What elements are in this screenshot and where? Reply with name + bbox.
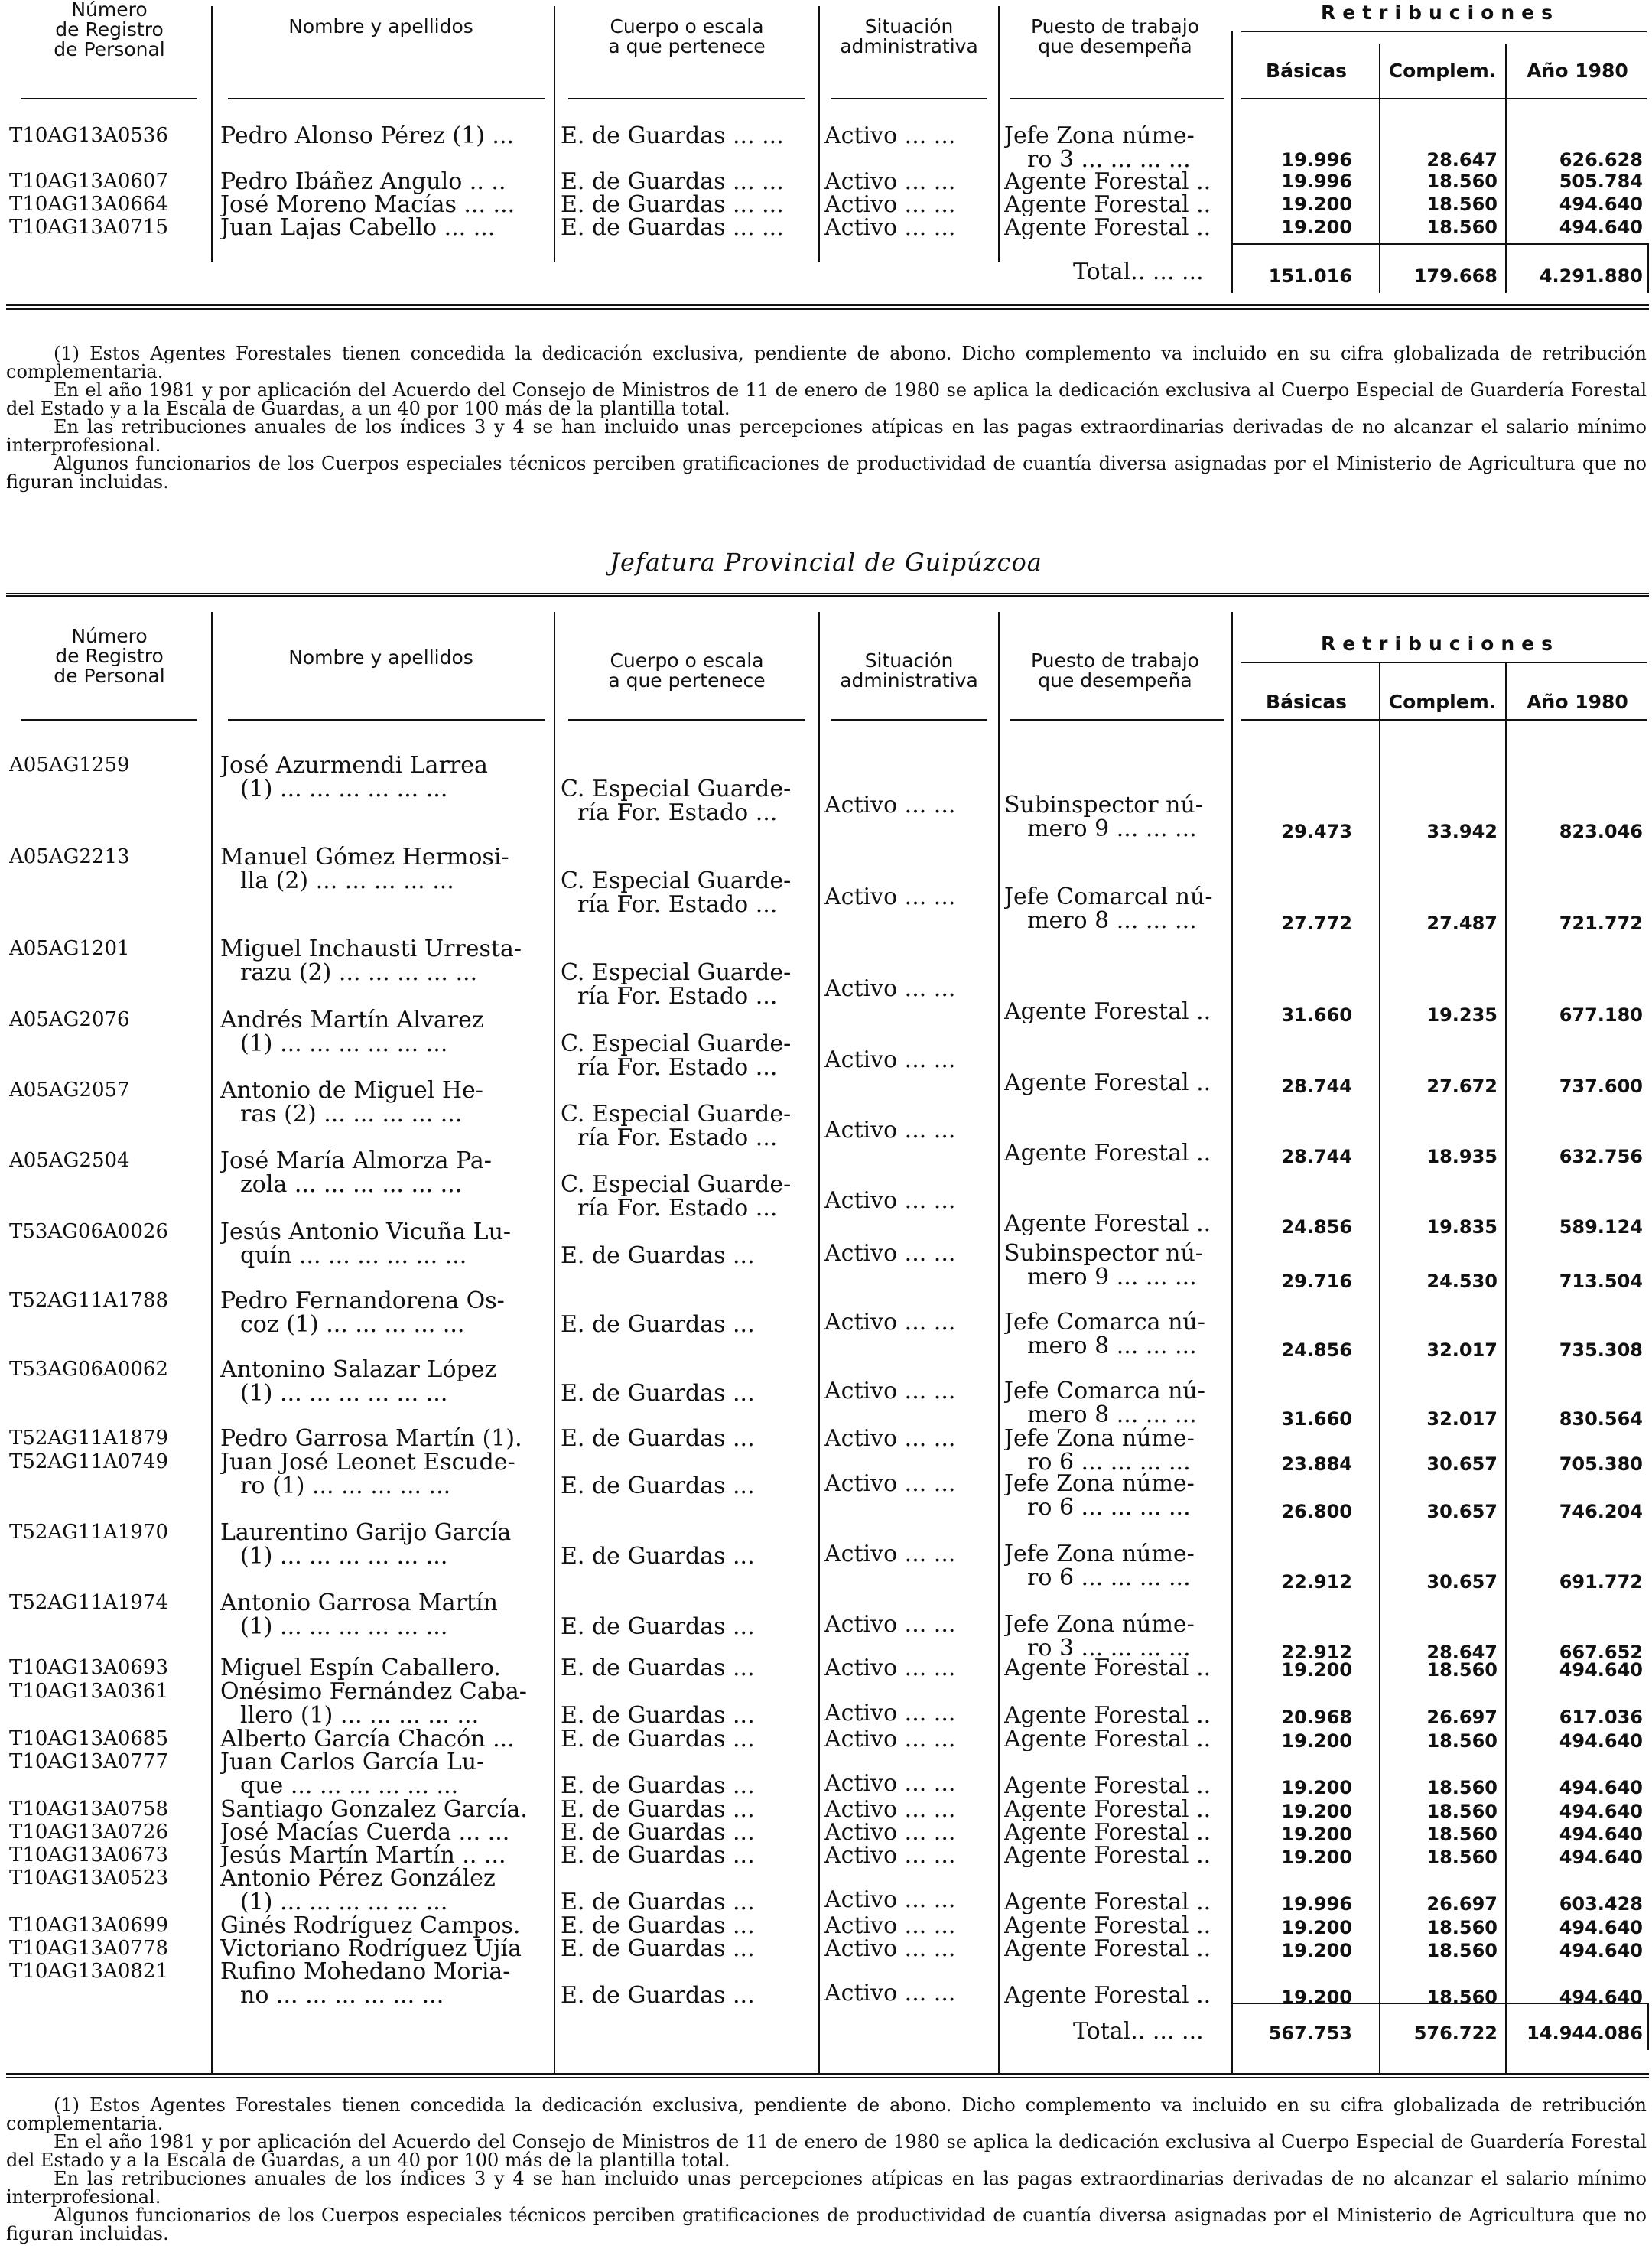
registro-number: T10AG13A0361 (9, 1680, 168, 1703)
complem-value: 33.942 (1426, 821, 1498, 842)
table-1 (6, 0, 1649, 321)
total-complem-2: 576.722 (1413, 2023, 1498, 2044)
ano-value: 494.640 (1559, 1777, 1643, 1798)
header-ano: Año 1980 (1527, 60, 1628, 82)
basicas-value: 19.996 (1281, 1893, 1352, 1915)
registro-number: T52AG11A1788 (9, 1289, 168, 1312)
basicas-value: 27.772 (1281, 913, 1352, 934)
cuerpo-escala: E. de Guardas ... (561, 1313, 755, 1336)
registro-number: A05AG2504 (9, 1149, 130, 1172)
situacion: Activo ... ... (824, 1914, 956, 1938)
note-2-1: (1) Estos Agentes Forestales tienen concedida la dedicación exclusiva, pendiente de abono. Dicho complemento va incluido en su cifra globalizada de retribución complementaria. (6, 2094, 1647, 2134)
registro-number: T10AG13A0523 (9, 1866, 168, 1889)
header-nombre: Nombre y apellidos (288, 15, 473, 37)
employee-name: Miguel Espín Caballero. (220, 1656, 501, 1680)
complem-value: 18.560 (1426, 1777, 1498, 1798)
ano-value: 494.640 (1559, 216, 1643, 238)
puesto-trabajo: Subinspector nú- mero 9 ... ... ... (1004, 1242, 1203, 1289)
ano-value: 494.640 (1559, 1987, 1643, 2008)
basicas-value: 19.200 (1281, 1801, 1352, 1822)
cuerpo-escala: C. Especial Guarde- ría For. Estado ... (561, 869, 792, 916)
employee-name: Antonio Pérez González (1) ... ... ... ... ... ... (220, 1866, 496, 1914)
complem-value: 32.017 (1426, 1339, 1498, 1361)
ano-value: 737.600 (1559, 1076, 1643, 1097)
total-label-2: Total.. ... ... (1073, 2018, 1204, 2045)
complem-value: 30.657 (1426, 1501, 1498, 1522)
basicas-value: 19.200 (1281, 1777, 1352, 1798)
cuerpo-escala: E. de Guardas ... (561, 1937, 755, 1961)
cuerpo-escala: E. de Guardas ... (561, 1890, 755, 1914)
cuerpo-escala: E. de Guardas ... ... (561, 170, 784, 194)
ano-value: 494.640 (1559, 1917, 1643, 1938)
basicas-value: 19.996 (1281, 149, 1352, 171)
header-registro-2: Número de Registro de Personal (54, 625, 165, 687)
header-nombre-2: Nombre y apellidos (288, 646, 473, 669)
situacion: Activo ... ... (824, 1937, 956, 1961)
basicas-value: 31.660 (1281, 1004, 1352, 1026)
situacion: Activo ... ... (824, 1727, 956, 1751)
complem-value: 18.560 (1426, 1801, 1498, 1822)
header-situacion: Situación administrativa (840, 15, 978, 57)
notes-2 (6, 2096, 1647, 2243)
situacion: Activo ... ... (824, 885, 956, 909)
basicas-value: 31.660 (1281, 1408, 1352, 1430)
basicas-value: 29.716 (1281, 1271, 1352, 1292)
employee-name: José María Almorza Pa- zola ... ... ... ... ... ... (220, 1149, 492, 1196)
cuerpo-escala: E. de Guardas ... ... (561, 216, 784, 239)
ano-value: 494.640 (1559, 1659, 1643, 1681)
employee-name: Pedro Garrosa Martín (1). (220, 1427, 522, 1450)
note-2-2: En el año 1981 y por aplicación del Acuerdo del Consejo de Ministros de 11 de enero de 1980 se aplica la dedicación exclusiva al Cuerpo Especial de Guardería Forestal del Estado y a la Escala de Guardas, a un 40 por 100 más de la plantilla total. (6, 2131, 1647, 2171)
employee-name: José Macías Cuerda ... ... (220, 1821, 510, 1844)
basicas-value: 28.744 (1281, 1146, 1352, 1167)
note-1-1: (1) Estos Agentes Forestales tienen concedida la dedicación exclusiva, pendiente de abono. Dicho complemento va incluido en su cifra globalizada de retribución complementaria. (6, 343, 1647, 382)
total-ano-1: 4.291.880 (1539, 265, 1643, 287)
cuerpo-escala: E. de Guardas ... (561, 1727, 755, 1751)
ano-value: 632.756 (1559, 1146, 1643, 1167)
complem-value: 18.560 (1426, 1987, 1498, 2008)
employee-name: Antonio Garrosa Martín (1) ... ... ... ... ... ... (220, 1591, 498, 1639)
situacion: Activo ... ... (824, 1888, 956, 1912)
employee-name: Pedro Ibáñez Angulo .. .. (220, 170, 506, 194)
ano-value: 677.180 (1559, 1004, 1643, 1026)
puesto-trabajo: Agente Forestal .. (1004, 1071, 1211, 1095)
ano-value: 735.308 (1559, 1339, 1643, 1361)
registro-number: T10AG13A0536 (9, 124, 168, 147)
ano-value: 494.640 (1559, 1940, 1643, 1961)
ano-value: 494.640 (1559, 1847, 1643, 1868)
complem-value: 19.235 (1426, 1004, 1498, 1026)
header-puesto: Puesto de trabajo que desempeña (1031, 15, 1199, 57)
cuerpo-escala: C. Especial Guarde- ría For. Estado ... (561, 777, 792, 825)
basicas-value: 19.200 (1281, 1824, 1352, 1845)
header-complem-2: Complem. (1388, 691, 1497, 713)
registro-number: A05AG2076 (9, 1008, 130, 1031)
employee-name: Antonino Salazar López (1) ... ... ... ... ... ... (220, 1358, 497, 1405)
cuerpo-escala: E. de Guardas ... (561, 1844, 755, 1867)
puesto-trabajo: Jefe Comarca nú- mero 8 ... ... ... (1004, 1310, 1205, 1358)
cuerpo-escala: E. de Guardas ... (561, 1914, 755, 1938)
situacion: Activo ... ... (824, 1242, 956, 1265)
employee-name: José Azurmendi Larrea (1) ... ... ... ... ... ... (220, 753, 488, 801)
basicas-value: 19.200 (1281, 1987, 1352, 2008)
ano-value: 691.772 (1559, 1571, 1643, 1593)
puesto-trabajo: Agente Forestal .. (1004, 1141, 1211, 1165)
complem-value: 32.017 (1426, 1408, 1498, 1430)
puesto-trabajo: Agente Forestal .. (1004, 1656, 1211, 1680)
cuerpo-escala: E. de Guardas ... (561, 1427, 755, 1450)
complem-value: 18.560 (1426, 1730, 1498, 1752)
employee-name: Andrés Martín Alvarez (1) ... ... ... ... ... ... (220, 1008, 484, 1056)
cuerpo-escala: E. de Guardas ... (561, 1615, 755, 1639)
basicas-value: 19.200 (1281, 194, 1352, 215)
registro-number: T10AG13A0726 (9, 1821, 168, 1844)
complem-value: 19.835 (1426, 1216, 1498, 1238)
ano-value: 494.640 (1559, 1730, 1643, 1752)
cuerpo-escala: E. de Guardas ... (561, 1381, 755, 1405)
situacion: Activo ... ... (824, 1844, 956, 1867)
ano-value: 494.640 (1559, 1824, 1643, 1845)
puesto-trabajo: Jefe Comarcal nú- mero 8 ... ... ... (1004, 885, 1213, 932)
basicas-value: 19.200 (1281, 1730, 1352, 1752)
total-ano-2: 14.944.086 (1527, 2023, 1643, 2044)
registro-number: T52AG11A1879 (9, 1427, 168, 1450)
puesto-trabajo: Jefe Zona núme- ro 6 ... ... ... ... (1004, 1542, 1195, 1590)
basicas-value: 23.884 (1281, 1453, 1352, 1475)
registro-number: T10AG13A0778 (9, 1937, 168, 1960)
note-2-4: Algunos funcionarios de los Cuerpos especiales técnicos perciben gratificaciones de productividad de cuantía diversa asignadas por el Ministerio de Agricultura que no figuran incluidas. (6, 2205, 1647, 2244)
header-basicas-2: Básicas (1266, 691, 1347, 713)
basicas-value: 24.856 (1281, 1339, 1352, 1361)
note-1-3: En las retribuciones anuales de los índices 3 y 4 se han incluido unas percepciones atípicas en las pagas extraordinarias derivadas de no alcanzar el salario mínimo interprofesional. (6, 416, 1647, 456)
registro-number: T10AG13A0777 (9, 1750, 168, 1773)
ano-value: 617.036 (1559, 1707, 1643, 1728)
cuerpo-escala: E. de Guardas ... (561, 1984, 755, 2007)
section-title: Jefatura Provincial de Guipúzcoa (610, 548, 1042, 577)
basicas-value: 19.996 (1281, 171, 1352, 192)
header-ano-2: Año 1980 (1527, 691, 1628, 713)
registro-number: A05AG2057 (9, 1079, 130, 1102)
ano-value: 505.784 (1559, 171, 1643, 192)
situacion: Activo ... ... (824, 1613, 956, 1636)
employee-name: José Moreno Macías ... ... (220, 193, 515, 216)
basicas-value: 29.473 (1281, 821, 1352, 842)
total-complem-1: 179.668 (1413, 265, 1498, 287)
registro-number: T10AG13A0685 (9, 1727, 168, 1750)
registro-number: T10AG13A0758 (9, 1798, 168, 1821)
situacion: Activo ... ... (824, 1379, 956, 1403)
complem-value: 18.560 (1426, 1824, 1498, 1845)
complem-value: 18.560 (1426, 1847, 1498, 1868)
header-cuerpo: Cuerpo o escala a que pertenece (608, 15, 766, 57)
header-registro: Número de Registro de Personal (54, 0, 165, 60)
cuerpo-escala: E. de Guardas ... (561, 1798, 755, 1821)
employee-name: Antonio de Miguel He- ras (2) ... ... ... ... ... (220, 1079, 483, 1126)
situacion: Activo ... ... (824, 977, 956, 1001)
total-basicas-2: 567.753 (1268, 2023, 1352, 2044)
registro-number: T52AG11A0749 (9, 1450, 168, 1473)
complem-value: 24.530 (1426, 1271, 1498, 1292)
header-retribuciones: Retribuciones (1321, 2, 1559, 24)
puesto-trabajo: Agente Forestal .. (1004, 1774, 1211, 1798)
puesto-trabajo: Agente Forestal .. (1004, 216, 1211, 239)
employee-name: Pedro Alonso Pérez (1) ... (220, 124, 515, 148)
ano-value: 494.640 (1559, 1801, 1643, 1822)
cuerpo-escala: E. de Guardas ... ... (561, 124, 784, 148)
employee-name: Juan Carlos García Lu- que ... ... ... ... ... ... (220, 1750, 485, 1798)
situacion: Activo ... ... (824, 170, 956, 194)
registro-number: A05AG1259 (9, 753, 130, 776)
ano-value: 830.564 (1559, 1408, 1643, 1430)
basicas-value: 19.200 (1281, 1659, 1352, 1681)
basicas-value: 19.200 (1281, 1940, 1352, 1961)
situacion: Activo ... ... (824, 793, 956, 817)
puesto-trabajo: Agente Forestal .. (1004, 1704, 1211, 1727)
ano-value: 626.628 (1559, 149, 1643, 171)
employee-name: Ginés Rodríguez Campos. (220, 1914, 521, 1938)
employee-name: Alberto García Chacón ... (220, 1727, 515, 1751)
basicas-value: 19.200 (1281, 1917, 1352, 1938)
puesto-trabajo: Agente Forestal .. (1004, 1798, 1211, 1821)
situacion: Activo ... ... (824, 1310, 956, 1334)
complem-value: 18.560 (1426, 1917, 1498, 1938)
cuerpo-escala: E. de Guardas ... (561, 1474, 755, 1498)
ano-value: 667.652 (1559, 1642, 1643, 1663)
registro-number: T10AG13A0693 (9, 1656, 168, 1679)
complem-value: 30.657 (1426, 1571, 1498, 1593)
basicas-value: 22.912 (1281, 1642, 1352, 1663)
ano-value: 603.428 (1559, 1893, 1643, 1915)
puesto-trabajo: Agente Forestal .. (1004, 1984, 1211, 2007)
header-basicas: Básicas (1266, 60, 1347, 82)
situacion: Activo ... ... (824, 1821, 956, 1844)
puesto-trabajo: Subinspector nú- mero 9 ... ... ... (1004, 793, 1203, 841)
cuerpo-escala: E. de Guardas ... ... (561, 193, 784, 216)
puesto-trabajo: Agente Forestal .. (1004, 1727, 1211, 1751)
ano-value: 721.772 (1559, 913, 1643, 934)
employee-name: Rufino Mohedano Moria- no ... ... ... ... ... ... (220, 1960, 511, 2007)
basicas-value: 19.200 (1281, 216, 1352, 238)
cuerpo-escala: E. de Guardas ... (561, 1821, 755, 1844)
situacion: Activo ... ... (824, 1981, 956, 2005)
situacion: Activo ... ... (824, 124, 956, 148)
cuerpo-escala: E. de Guardas ... (561, 1244, 755, 1268)
puesto-trabajo: Jefe Comarca nú- mero 8 ... ... ... (1004, 1379, 1205, 1427)
puesto-trabajo: Agente Forestal .. (1004, 1844, 1211, 1867)
complem-value: 18.560 (1426, 1659, 1498, 1681)
situacion: Activo ... ... (824, 1542, 956, 1566)
employee-name: Jesús Martín Martín .. ... (220, 1844, 506, 1867)
complem-value: 27.487 (1426, 913, 1498, 934)
cuerpo-escala: C. Especial Guarde- ría For. Estado ... (561, 1173, 792, 1220)
note-1-4: Algunos funcionarios de los Cuerpos especiales técnicos perciben gratificaciones de productividad de cuantía diversa asignadas por el Ministerio de Agricultura que no figuran incluidas. (6, 453, 1647, 493)
registro-number: A05AG2213 (9, 845, 130, 868)
situacion: Activo ... ... (824, 1427, 956, 1450)
employee-name: Laurentino Garijo García (1) ... ... ... ... ... ... (220, 1521, 512, 1568)
complem-value: 18.935 (1426, 1146, 1498, 1167)
registro-number: T10AG13A0673 (9, 1844, 168, 1866)
situacion: Activo ... ... (824, 1048, 956, 1072)
employee-name: Pedro Fernandorena Os- coz (1) ... ... ... ... ... (220, 1289, 505, 1336)
basicas-value: 24.856 (1281, 1216, 1352, 1238)
registro-number: T10AG13A0699 (9, 1914, 168, 1937)
puesto-trabajo: Jefe Zona núme- ro 6 ... ... ... ... (1004, 1427, 1195, 1474)
cuerpo-escala: C. Especial Guarde- ría For. Estado ... (561, 1032, 792, 1079)
header-cuerpo-2: Cuerpo o escala a que pertenece (608, 649, 766, 692)
situacion: Activo ... ... (824, 193, 956, 216)
registro-number: T52AG11A1974 (9, 1591, 168, 1614)
employee-name: Onésimo Fernández Caba- llero (1) ... ... ... ... ... (220, 1680, 527, 1727)
puesto-trabajo: Agente Forestal .. (1004, 1914, 1211, 1938)
employee-name: Juan Lajas Cabello ... ... (220, 216, 496, 239)
employee-name: Victoriano Rodríguez Ujía (220, 1937, 522, 1961)
complem-value: 26.697 (1426, 1893, 1498, 1915)
employee-name: Juan José Leonet Escude- ro (1) ... ... ... ... ... (220, 1450, 515, 1498)
header-puesto-2: Puesto de trabajo que desempeña (1031, 649, 1199, 692)
note-1-2: En el año 1981 y por aplicación del Acuerdo del Consejo de Ministros de 11 de enero de 1980 se aplica la dedicación exclusiva al Cuerpo Especial de Guardería Forestal del Estado y a la Escala de Guardas, a un 40 por 100 más de la plantilla total. (6, 379, 1647, 419)
total-basicas-1: 151.016 (1268, 265, 1352, 287)
employee-name: Jesús Antonio Vicuña Lu- quín ... ... ... ... ... ... (220, 1220, 512, 1268)
puesto-trabajo: Jefe Zona núme- ro 6 ... ... ... ... (1004, 1472, 1195, 1519)
registro-number: T10AG13A0664 (9, 193, 168, 216)
ano-value: 713.504 (1559, 1271, 1643, 1292)
registro-number: T52AG11A1970 (9, 1521, 168, 1544)
employee-name: Manuel Gómez Hermosi- lla (2) ... ... ... ... ... (220, 845, 509, 893)
cuerpo-escala: E. de Guardas ... (561, 1774, 755, 1798)
complem-value: 18.560 (1426, 1940, 1498, 1961)
complem-value: 28.647 (1426, 149, 1498, 171)
situacion: Activo ... ... (824, 1189, 956, 1212)
header-retribuciones-2: Retribuciones (1321, 633, 1559, 655)
cuerpo-escala: C. Especial Guarde- ría For. Estado ... (561, 1102, 792, 1150)
employee-name: Santiago Gonzalez García. (220, 1798, 528, 1821)
cuerpo-escala: E. de Guardas ... (561, 1704, 755, 1727)
basicas-value: 26.800 (1281, 1501, 1352, 1522)
complem-value: 18.560 (1426, 171, 1498, 192)
notes-1 (6, 344, 1647, 491)
header-situacion-2: Situación administrativa (840, 649, 978, 692)
puesto-trabajo: Agente Forestal .. (1004, 1000, 1211, 1023)
complem-value: 28.647 (1426, 1642, 1498, 1663)
situacion: Activo ... ... (824, 1772, 956, 1795)
basicas-value: 19.200 (1281, 1847, 1352, 1868)
registro-number: T10AG13A0715 (9, 216, 168, 239)
cuerpo-escala: C. Especial Guarde- ría For. Estado ... (561, 961, 792, 1008)
situacion: Activo ... ... (824, 1701, 956, 1725)
situacion: Activo ... ... (824, 1472, 956, 1495)
registro-number: T53AG06A0062 (9, 1358, 168, 1381)
situacion: Activo ... ... (824, 1118, 956, 1142)
puesto-trabajo: Agente Forestal .. (1004, 1890, 1211, 1914)
complem-value: 27.672 (1426, 1076, 1498, 1097)
cuerpo-escala: E. de Guardas ... (561, 1656, 755, 1680)
complem-value: 26.697 (1426, 1707, 1498, 1728)
registro-number: T10AG13A0821 (9, 1960, 168, 1983)
cuerpo-escala: E. de Guardas ... (561, 1544, 755, 1568)
complem-value: 18.560 (1426, 194, 1498, 215)
situacion: Activo ... ... (824, 1798, 956, 1821)
basicas-value: 20.968 (1281, 1707, 1352, 1728)
complem-value: 30.657 (1426, 1453, 1498, 1475)
puesto-trabajo: Agente Forestal .. (1004, 193, 1211, 216)
employee-name: Miguel Inchausti Urresta- razu (2) ... ... ... ... ... (220, 937, 522, 984)
ano-value: 746.204 (1559, 1501, 1643, 1522)
complem-value: 18.560 (1426, 216, 1498, 238)
registro-number: A05AG1201 (9, 937, 130, 960)
registro-number: T53AG06A0026 (9, 1220, 168, 1243)
puesto-trabajo: Jefe Zona núme- ro 3 ... ... ... ... (1004, 1613, 1195, 1660)
basicas-value: 28.744 (1281, 1076, 1352, 1097)
header-complem: Complem. (1388, 60, 1497, 82)
puesto-trabajo: Agente Forestal .. (1004, 170, 1211, 194)
ano-value: 494.640 (1559, 194, 1643, 215)
basicas-value: 22.912 (1281, 1571, 1352, 1593)
ano-value: 823.046 (1559, 821, 1643, 842)
puesto-trabajo: Agente Forestal .. (1004, 1821, 1211, 1844)
total-label-1: Total.. ... ... (1073, 259, 1204, 285)
registro-number: T10AG13A0607 (9, 170, 168, 193)
ano-value: 589.124 (1559, 1216, 1643, 1238)
situacion: Activo ... ... (824, 216, 956, 239)
puesto-trabajo: Agente Forestal .. (1004, 1212, 1211, 1235)
note-2-3: En las retribuciones anuales de los índices 3 y 4 se han incluido unas percepciones atípicas en las pagas extraordinarias derivadas de no alcanzar el salario mínimo interprofesional. (6, 2168, 1647, 2208)
puesto-trabajo: Agente Forestal .. (1004, 1937, 1211, 1961)
puesto-trabajo: Jefe Zona núme- ro 3 ... ... ... ... (1004, 124, 1195, 171)
ano-value: 705.380 (1559, 1453, 1643, 1475)
situacion: Activo ... ... (824, 1656, 956, 1680)
